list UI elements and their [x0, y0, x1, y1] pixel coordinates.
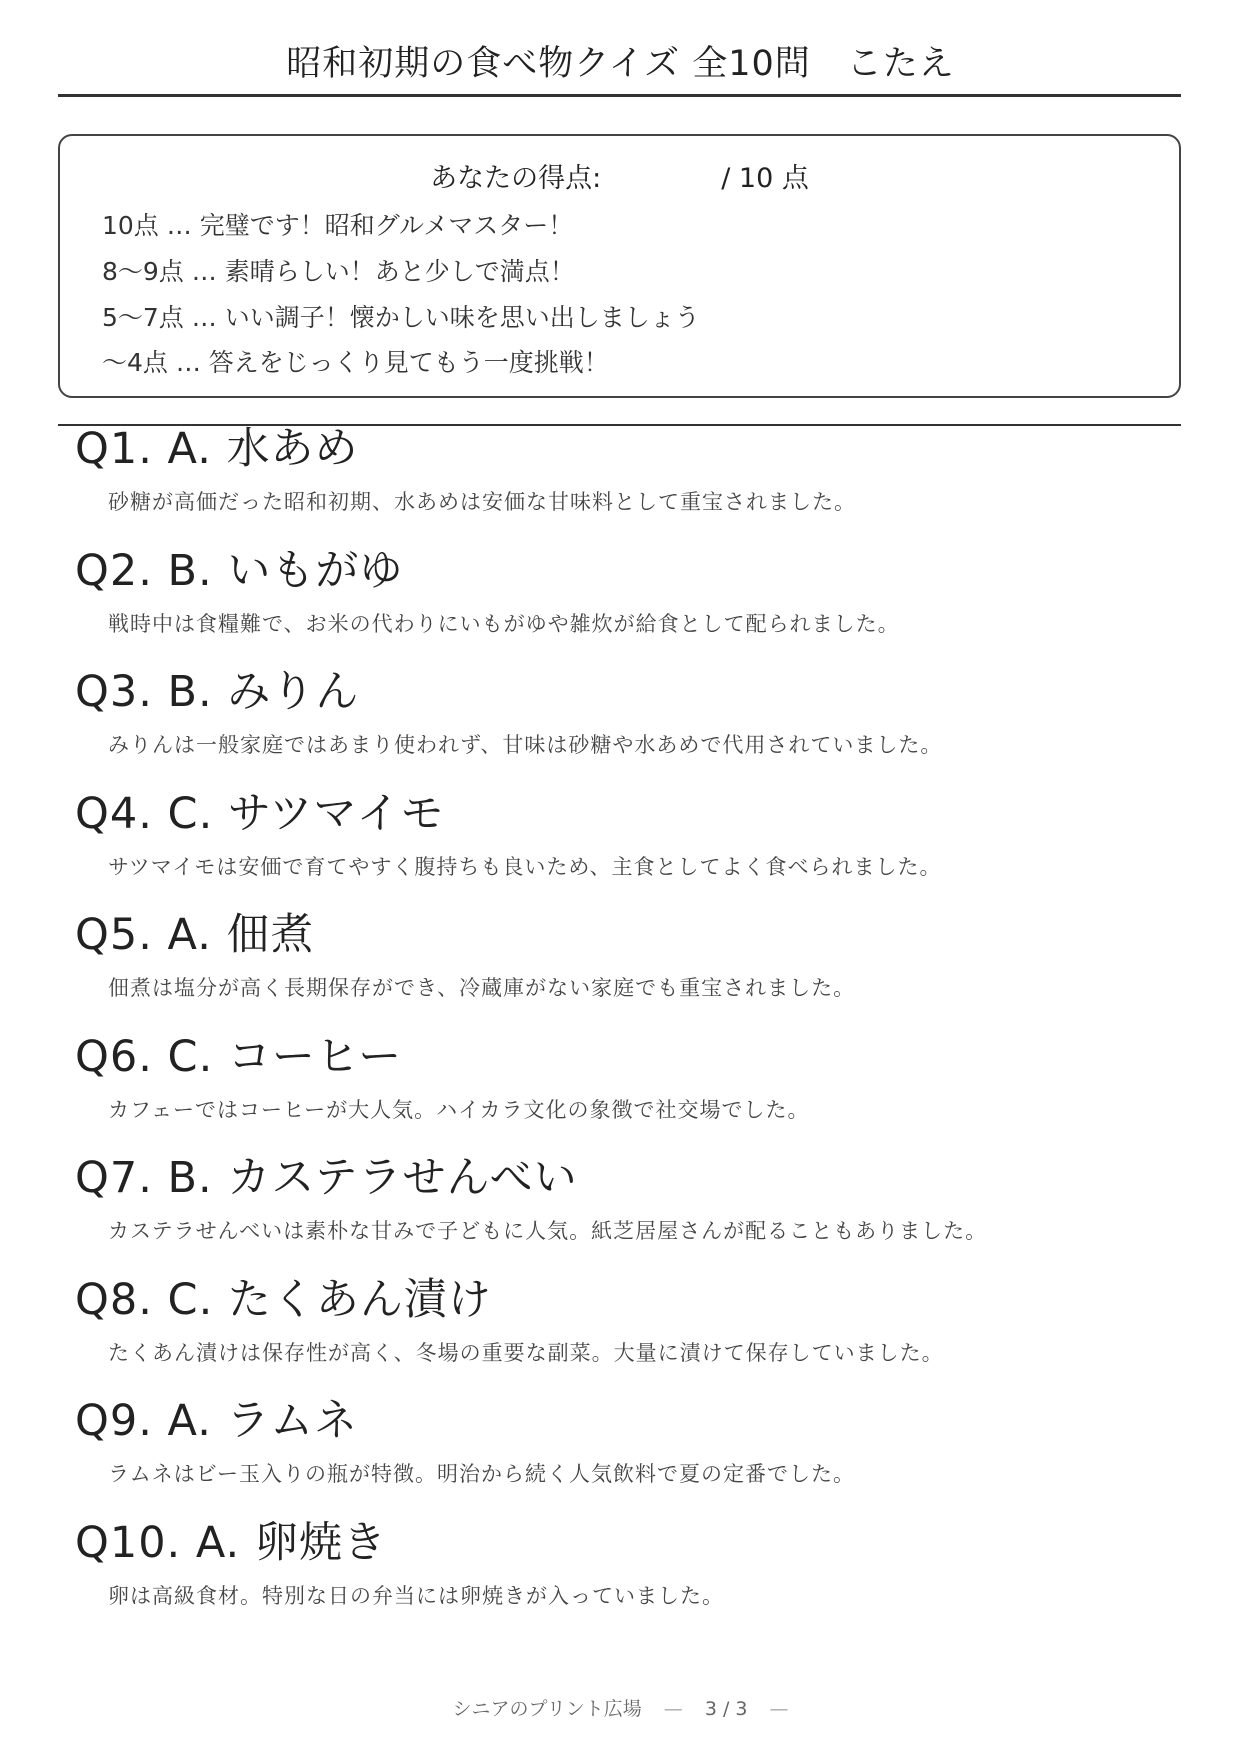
- answer-heading: Q6. C. コーヒー: [75, 1031, 403, 1082]
- answer-item: [75, 1518, 1175, 1610]
- answer-explanation: サツマイモは安価で育てやすく腹持ちも良いため、主食としてよく食べられました。: [108, 854, 942, 879]
- answer-item: [75, 1153, 1175, 1245]
- answer-item: [75, 1396, 1175, 1488]
- answer-item: [75, 667, 1175, 759]
- answer-heading: Q3. B. みりん: [75, 667, 360, 717]
- rank-item: 10点 … 完璧です！昭和グルメマスター！: [102, 211, 574, 240]
- answer-item: [75, 789, 1175, 881]
- footer-dash: —: [663, 1698, 683, 1720]
- answer-heading: Q9. A. ラムネ: [75, 1396, 359, 1446]
- rank-item: 8〜9点 … 素晴らしい！あと少しで満点！: [102, 257, 575, 286]
- answer-explanation: 佃煮は塩分が高く長期保存ができ、冷蔵庫がない家庭でも重宝されました。: [108, 976, 856, 1000]
- answer-explanation: 卵は高級食材。特別な日の弁当には卵焼きが入っていました。: [108, 1583, 724, 1608]
- score-label: あなたの得点:: [430, 163, 602, 194]
- answer-heading: Q8. C. たくあん漬け: [75, 1274, 492, 1325]
- answer-item: [75, 910, 1175, 1002]
- answer-heading: Q7. B. カステラせんべい: [75, 1153, 578, 1203]
- answer-explanation: 戦時中は食糧難で、お米の代わりにいもがゆや雑炊が給食として配られました。: [108, 611, 900, 636]
- footer-site: シニアのプリント広場: [452, 1698, 642, 1720]
- score-box: [58, 134, 1181, 398]
- answer-item: [75, 1032, 1175, 1124]
- answer-explanation: 砂糖が高価だった昭和初期、水あめは安価な甘味料として重宝されました。: [108, 490, 856, 514]
- answer-heading: Q5. A. 佃煮: [75, 910, 315, 960]
- score-line: [60, 156, 1179, 195]
- answer-explanation: みりんは一般家庭ではあまり使われず、甘味は砂糖や水あめで代用されていました。: [108, 733, 943, 757]
- footer-dash: —: [769, 1698, 789, 1720]
- rank-item: 5〜7点 … いい調子！懐かしい味を思い出しましょう: [102, 303, 700, 332]
- page-number: 3 / 3: [704, 1698, 748, 1720]
- answer-heading: Q10. A. 卵焼き: [75, 1517, 387, 1568]
- score-total: / 10 点: [721, 163, 809, 194]
- answer-explanation: カステラせんべいは素朴な甘みで子どもに人気。紙芝居屋さんが配ることもありました。: [108, 1219, 988, 1243]
- title-divider: [58, 94, 1181, 97]
- answer-heading: Q1. A. 水あめ: [75, 424, 359, 474]
- answer-heading: Q4. C. サツマイモ: [75, 788, 445, 839]
- page-title: 昭和初期の食べ物クイズ 全10問 こたえ: [286, 44, 955, 84]
- answer-item: [75, 546, 1175, 638]
- answer-explanation: ラムネはビー玉入りの瓶が特徴。明治から続く人気飲料で夏の定番でした。: [108, 1462, 855, 1486]
- answer-item: [75, 424, 1175, 516]
- page-footer: [0, 1694, 1241, 1721]
- answer-explanation: たくあん漬けは保存性が高く、冬場の重要な副菜。大量に漬けて保存していました。: [108, 1340, 944, 1365]
- rank-item: 〜4点 … 答えをじっくり見てもう一度挑戦！: [102, 348, 609, 377]
- answer-item: [75, 1275, 1175, 1367]
- answer-explanation: カフェーではコーヒーが大人気。ハイカラ文化の象徴で社交場でした。: [108, 1097, 810, 1122]
- answer-heading: Q2. B. いもがゆ: [75, 545, 404, 596]
